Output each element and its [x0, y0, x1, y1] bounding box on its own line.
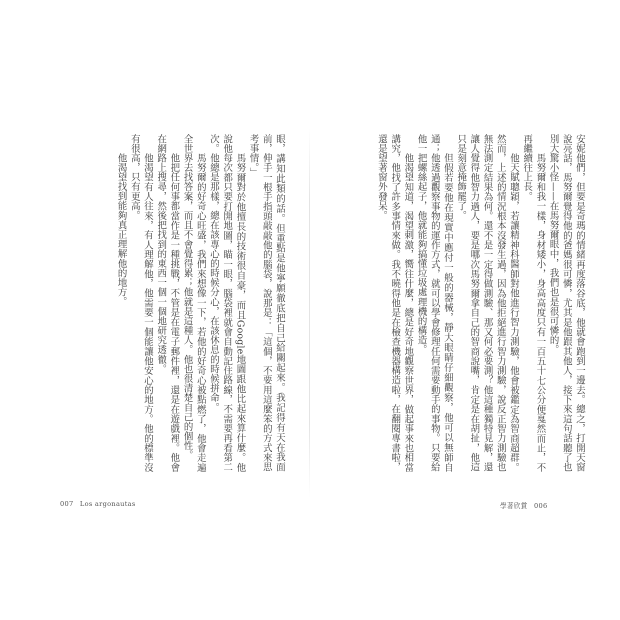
left-page-text	[114, 134, 286, 472]
running-head: Los argonautas	[79, 500, 136, 508]
book-gutter	[309, 128, 310, 498]
paragraph: 馬努爾的好奇心旺盛，我們來想像一下，若他的好奇心被點燃了，他會走遍全世界去找答案，而且不會覺得累；他就是這種人。他也很清楚自己的個性。	[181, 134, 206, 472]
paragraph: 馬努爾和我一樣，身材矮小，身高高度只有一百五十七公分便戛然而止，不再繼續往上長。	[521, 134, 546, 472]
paragraph: 但假若要他在現實中應付一般的器械，靜大眼睛仔細觀察，他可以無師自通；他透過觀察事物的運作方式，就可以學會修理任何需要動手的事物。只要給他一把螺絲起子，他就能夠搞懂垃圾處理機的構造。	[415, 134, 453, 472]
running-head: 學著欣賞	[500, 502, 528, 510]
page-number: 007	[60, 500, 74, 508]
paragraph: 馬努爾對於他擅長的技術很自豪，而且Google地圖跟他比起來算什麼。他說他每次都只要打開地圖，瞄一眼，腦袋裡就會自動記住路線，不需要再看第二次。他總是那樣，總在該專心的時候分心，在該休息的時候拼命。	[207, 134, 246, 472]
paragraph: 眼，講知此類的話。但重點是他寧願徹底把自己給關起來。我記得有天在我面前，伸手一根手指頭敲敲他的腦袋，說那是：「這個，不要用這麼笨的方式來思考事情。」	[247, 134, 285, 472]
paragraph: 他把任何事都當作是一種挑戰，不管是在電子郵件裡，還是在遊戲裡。他會在網路上搜尋，然後把找到的東西一個一個地研究透徹。	[155, 134, 180, 472]
paragraph: 安妮他們，但要是奇瑪的情緒再度落谷底，他就會跑到一邊去。總之，打開天窗說亮話，馬努爾覺得他的爸媽很可憐，尤其是他跟其他人，接下來這句話聽了也別大驚小怪——在馬努爾眼中，我們也是很可憐的。	[547, 134, 585, 472]
right-page-text	[375, 134, 586, 472]
paragraph: 他渴望有人往來，有人理解他，他需要一個能讓他安心的地方。他的標準沒有很高，只有更高。	[128, 134, 153, 472]
page-number: 006	[533, 502, 548, 510]
left-page	[36, 134, 286, 474]
paragraph: 他渴望知道，渴望刺激，嚮往什麼，總是好奇地觀察世界，做起事來也相當講究，他找了許多事情來做。我不曉得他是在檢查機器構造啦，在翻閱專書啦，還是望著窗外發呆。	[375, 134, 414, 472]
paragraph: 他渴望找到能夠真正理解他的地方。	[115, 152, 127, 307]
left-folio	[60, 500, 136, 508]
right-page	[336, 134, 586, 474]
right-folio	[500, 500, 547, 510]
paragraph: 他天賦聰穎，若讓精神科醫師對他進行智力測驗，他會被鑑定為智商超群。然而，上述的情況根本沒發生過，因為他拒絕進行智力測驗，說反正智力測驗也無法測定結果為何。還不是一定得做測驗、那又何必要測？他這種獨特見解，還讓人覺得他智力過人，要是哪次馬努爾拿自己的智商說嘴，肯定是在胡扯，他這只是刻意掩飾罷了。	[455, 134, 519, 472]
